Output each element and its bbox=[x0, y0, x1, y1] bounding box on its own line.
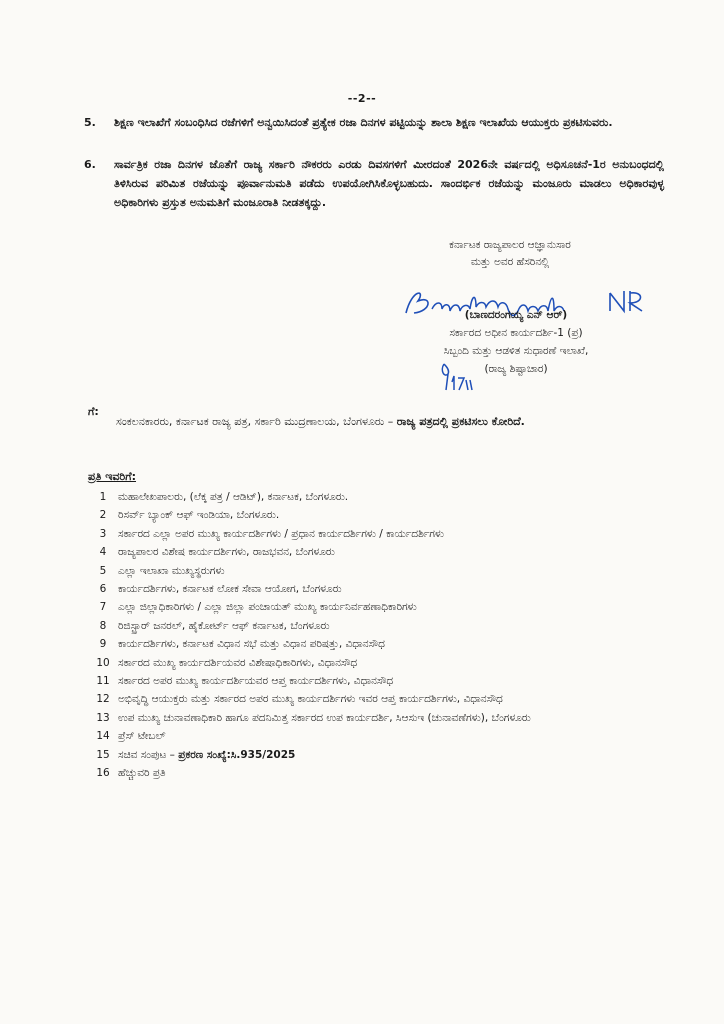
to-recipient-text bbox=[88, 412, 664, 431]
list-item bbox=[88, 543, 664, 561]
governor-order-line bbox=[400, 237, 620, 271]
list-item-number: 12 bbox=[96, 693, 110, 706]
list-item-number: 9 bbox=[99, 638, 107, 651]
list-item-number: 5 bbox=[99, 564, 107, 577]
paragraph-5 bbox=[84, 113, 664, 132]
signatory-section: (ರಾಜ್ಯ ಶಿಷ್ಟಾಚಾರ) bbox=[484, 363, 548, 375]
list-item-number: 8 bbox=[99, 619, 107, 632]
list-item bbox=[88, 690, 664, 708]
list-item-text: ರಾಜ್ಯಪಾಲರ ವಿಶೇಷ ಕಾರ್ಯದರ್ಶಿಗಳು, ರಾಜಭವನ, ಬೆಂಗಳೂರು bbox=[118, 546, 335, 559]
list-item bbox=[88, 654, 664, 672]
list-item bbox=[88, 525, 664, 543]
list-item-number: 3 bbox=[99, 527, 107, 540]
list-item bbox=[88, 580, 664, 598]
list-item-text: ಕಾರ್ಯದರ್ಶಿಗಳು, ಕರ್ನಾಟಕ ಲೋಕ ಸೇವಾ ಆಯೋಗ, ಬೆಂಗಳೂರು bbox=[118, 583, 342, 596]
initial-date-mark bbox=[438, 360, 478, 394]
list-item-text: ಸರ್ಕಾರದ ಮುಖ್ಯ ಕಾರ್ಯದರ್ಶಿಯವರ ವಿಶೇಷಾಧಿಕಾರಿಗಳು, ವಿಧಾನಸೌಧ bbox=[118, 656, 358, 669]
list-item-text: ಸರ್ಕಾರದ ಎಲ್ಲಾ ಅಪರ ಮುಖ್ಯ ಕಾರ್ಯದರ್ಶಿಗಳು / ಪ್ರಧಾನ ಕಾರ್ಯದರ್ಶಿಗಳು / ಕಾರ್ಯದರ್ಶಿಗಳು bbox=[118, 527, 444, 540]
list-item bbox=[88, 746, 664, 764]
case-number: ಪ್ರಕರಣ ಸಂಖ್ಯೆ:ಸಿ.935/2025 bbox=[178, 748, 296, 761]
copy-to-heading: ಪ್ರತಿ ಇವರಿಗೆ: bbox=[88, 470, 137, 483]
signatory-name: (ಬಾಣದರಂಗಯ್ಯ ಎನ್ ಆರ್) bbox=[464, 309, 568, 321]
list-item-text: ಸರ್ಕಾರದ ಅಪರ ಮುಖ್ಯ ಕಾರ್ಯದರ್ಶಿಯವರ ಆಪ್ತ ಕಾರ್ಯದರ್ಶಿಗಳು, ವಿಧಾನಸೌಧ bbox=[118, 675, 394, 688]
paragraph-6 bbox=[84, 155, 664, 212]
list-item-number: 13 bbox=[96, 711, 110, 724]
list-item-text-normal: ಸಚಿವ ಸಂಪುಟ – bbox=[118, 748, 179, 761]
paragraph-number: 5. bbox=[84, 116, 96, 129]
list-item-text: ಎಲ್ಲಾ ಜಿಲ್ಲಾಧಿಕಾರಿಗಳು / ಎಲ್ಲಾ ಜಿಲ್ಲಾ ಪಂಚಾಯತ್ ಮುಖ್ಯ ಕಾರ್ಯನಿರ್ವಹಣಾಧಿಕಾರಿಗಳು bbox=[118, 601, 417, 614]
list-item-number: 15 bbox=[96, 748, 110, 761]
list-item-text: ಮಹಾಲೇಖಪಾಲರು, (ಲೆಕ್ಕ ಪತ್ರ / ಆಡಿಟ್), ಕರ್ನಾಟಕ, ಬೆಂಗಳೂರು. bbox=[118, 491, 349, 503]
paragraph-number: 6. bbox=[84, 158, 96, 171]
order-line-2: ಮತ್ತು ಅವರ ಹೆಸರಿನಲ್ಲಿ bbox=[470, 256, 550, 268]
list-item-number: 4 bbox=[99, 546, 107, 559]
list-item-text: ಕಾರ್ಯದರ್ಶಿಗಳು, ಕರ್ನಾಟಕ ವಿಧಾನ ಸಭೆ ಮತ್ತು ವಿಧಾನ ಪರಿಷತ್ತು, ವಿಧಾನಸೌಧ bbox=[118, 638, 385, 651]
to-text-normal: ಸಂಕಲನಕಾರರು, ಕರ್ನಾಟಕ ರಾಜ್ಯ ಪತ್ರ, ಸರ್ಕಾರಿ ಮುದ್ರಣಾಲಯ, ಬೆಂಗಳೂರು – bbox=[116, 415, 397, 428]
list-item bbox=[88, 764, 664, 782]
list-item-number: 14 bbox=[96, 730, 110, 743]
list-item bbox=[88, 488, 664, 506]
list-item bbox=[88, 562, 664, 580]
to-label: ಗೆ: bbox=[88, 405, 99, 418]
list-item-number: 10 bbox=[96, 656, 110, 669]
signatory-department: ಸಿಬ್ಬಂದಿ ಮತ್ತು ಆಡಳಿತ ಸುಧಾರಣೆ ಇಲಾಖೆ, bbox=[443, 345, 589, 357]
list-item bbox=[88, 598, 664, 616]
list-item-text: ಹೆಚ್ಚುವರಿ ಪ್ರತಿ bbox=[118, 767, 166, 780]
page-number: --2-- bbox=[347, 92, 377, 105]
list-item-text: ಅಭಿವೃದ್ಧಿ ಆಯುಕ್ತರು ಮತ್ತು ಸರ್ಕಾರದ ಅಪರ ಮುಖ್ಯ ಕಾರ್ಯದರ್ಶಿಗಳು ಇವರ ಆಪ್ತ ಕಾರ್ಯದರ್ಶಿಗಳು, ವಿಧಾನಸೌಧ bbox=[118, 693, 503, 706]
list-item-number: 1 bbox=[99, 491, 107, 503]
list-item-text: ರಿಜಿಸ್ಟ್ರಾರ್ ಜನರಲ್, ಹೈಕೋರ್ಟ್ ಆಫ್ ಕರ್ನಾಟಕ, ಬೆಂಗಳೂರು bbox=[118, 619, 330, 632]
list-item-text: ಉಪ ಮುಖ್ಯ ಚುನಾವಣಾಧಿಕಾರಿ ಹಾಗೂ ಪದನಿಮಿತ್ತ ಸರ್ಕಾರದ ಉಪ ಕಾರ್ಯದರ್ಶಿ, ಸಿಆಸುಇ (ಚುನಾವಣೆಗಳು), ಬೆಂಗಳೂರು bbox=[118, 711, 531, 724]
list-item-text bbox=[118, 746, 664, 764]
list-item-number: 16 bbox=[96, 767, 110, 780]
list-item-number: 7 bbox=[99, 601, 107, 614]
paragraph-text: ಶಿಕ್ಷಣ ಇಲಾಖೆಗೆ ಸಂಬಂಧಿಸಿದ ರಜೆಗಳಿಗೆ ಅನ್ವಯಿಸಿದಂತೆ ಪ್ರತ್ಯೇಕ ರಜಾ ದಿನಗಳ ಪಟ್ಟಿಯನ್ನು ಶಾಲಾ ಶಿಕ್ಷಣ ಇಲಾಖೆಯ ಆಯುಕ್ತರು ಪ್ರಕಟಿಸುವರು. bbox=[114, 116, 613, 129]
list-item-text: ಎಲ್ಲಾ ಇಲಾಖಾ ಮುಖ್ಯಸ್ಥರುಗಳು bbox=[118, 564, 225, 577]
list-item bbox=[88, 672, 664, 690]
list-item bbox=[88, 727, 664, 745]
paragraph-text: ಸಾರ್ವತ್ರಿಕ ರಜಾ ದಿನಗಳ ಜೊತೆಗೆ ರಾಜ್ಯ ಸರ್ಕಾರಿ ನೌಕರರು ಎರಡು ದಿವಸಗಳಿಗೆ ಮೀರದಂತೆ 2026ನೇ ವರ್ಷದಲ್ಲಿ ಅಧಿಸೂಚನೆ-1ರ ಅನುಬಂಧದಲ್ಲಿ ತಿಳಿಸಿರುವ ಪರಿಮಿತ ರಜೆಯನ್ನು ಪೂರ್ವಾನುಮತಿ ಪಡೆದು ಉಪಯೋಗಿಸಿಕೊಳ್ಳಬಹುದು. ಸಾಂದರ್ಭಿಕ ರಜೆಯನ್ನು ಮಂಜೂರು ಮಾಡಲು ಅಧಿಕಾರವುಳ್ಳ ಅಧಿಕಾರಿಗಳು ಪ್ರಸ್ತುತ ಅನುಮತಿಗೆ ಮಂಜೂರಾತಿ ನೀಡತಕ್ಕದ್ದು. bbox=[114, 158, 664, 209]
signature-block bbox=[396, 306, 636, 378]
list-item-number: 2 bbox=[99, 509, 107, 522]
list-item-number: 11 bbox=[96, 675, 110, 688]
list-item bbox=[88, 506, 664, 524]
signatory-designation: ಸರ್ಕಾರದ ಅಧೀನ ಕಾರ್ಯದರ್ಶಿ-1 (ಪ್ರ) bbox=[449, 327, 583, 339]
list-item bbox=[88, 709, 664, 727]
to-text-bold: ರಾಜ್ಯ ಪತ್ರದಲ್ಲಿ ಪ್ರಕಟಿಸಲು ಕೋರಿದೆ. bbox=[396, 415, 525, 428]
list-item-number: 6 bbox=[99, 583, 107, 596]
list-item bbox=[88, 635, 664, 653]
order-line-1: ಕರ್ನಾಟಕ ರಾಜ್ಯಪಾಲರ ಆಜ್ಞಾನುಸಾರ bbox=[449, 239, 571, 251]
list-item bbox=[88, 617, 664, 635]
copy-to-list bbox=[88, 488, 664, 783]
list-item-text: ರಿಸರ್ವ್ ಬ್ಯಾಂಕ್ ಆಫ್ ಇಂಡಿಯಾ, ಬೆಂಗಳೂರು. bbox=[118, 509, 280, 522]
list-item-text: ಪ್ರೆಸ್ ಟೇಬಲ್ bbox=[118, 730, 166, 743]
